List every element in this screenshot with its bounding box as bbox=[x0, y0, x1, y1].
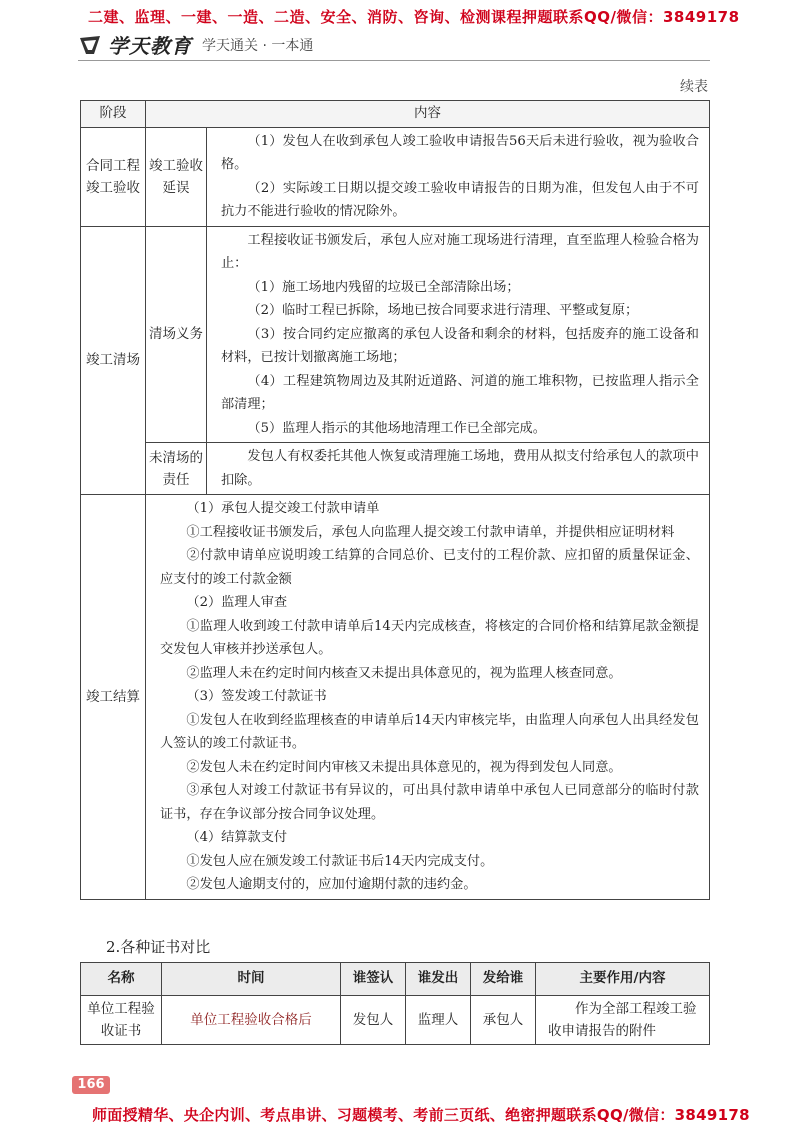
content-line: ②监理人未在约定时间内核查又未提出具体意见的，视为监理人核查同意。 bbox=[186, 665, 622, 681]
content-line: （3）按合同约定应撤离的承包人设备和剩余的材料，包括废弃的施工设备和材料，已按计划撤离施工场地； bbox=[221, 326, 699, 365]
header-divider bbox=[78, 60, 710, 61]
content-cell bbox=[207, 226, 710, 443]
content-line: （1）发包人在收到承包人竣工验收申请报告56天后未进行验收，视为验收合格。 bbox=[221, 133, 699, 172]
table-header-row bbox=[81, 101, 710, 128]
content-line: （5）监理人指示的其他场地清理工作已全部完成。 bbox=[247, 420, 546, 436]
content-line: ②发包人逾期支付的，应加付逾期付款的违约金。 bbox=[186, 877, 477, 892]
top-promo-banner: 二建、监理、一建、一造、二造、安全、消防、咨询、检测课程押题联系QQ/微信：3849178 bbox=[88, 8, 740, 26]
header-cell: 谁发出 bbox=[406, 963, 471, 996]
cell-time: 单位工程验收合格后 bbox=[162, 996, 341, 1045]
certificate-comparison-table bbox=[80, 962, 710, 1045]
content-line: ②付款申请单应说明竣工结算的合同总价、已支付的工程价款、应扣留的质量保证金、应支付的竣工付款金额 bbox=[160, 548, 699, 587]
content-line: （2）临时工程已拆除，场地已按合同要求进行清理、平整或复原； bbox=[247, 303, 639, 318]
content-heading: （2）监理人审查 bbox=[186, 595, 288, 610]
cell-signer: 发包人 bbox=[341, 996, 406, 1045]
table-row bbox=[81, 495, 710, 900]
brand-name: 学天教育 bbox=[108, 34, 192, 58]
table-row bbox=[81, 443, 710, 495]
table-row bbox=[81, 226, 710, 443]
cell-purpose: 作为全部工程竣工验收申请报告的附件 bbox=[536, 996, 710, 1045]
table-header-row bbox=[81, 963, 710, 996]
brand-slogan: 学天通关 · 一本通 bbox=[202, 37, 314, 54]
content-heading: （4）结算款支付 bbox=[186, 830, 288, 845]
content-heading: （3）签发竣工付款证书 bbox=[186, 689, 327, 704]
content-line: ①发包人应在颁发竣工付款证书后14天内完成支付。 bbox=[186, 853, 494, 869]
sub-cell: 未清场的责任 bbox=[146, 443, 207, 495]
header-cell: 名称 bbox=[81, 963, 162, 996]
brand-logo-icon bbox=[78, 34, 102, 56]
section-title: 2.各种证书对比 bbox=[106, 938, 211, 956]
header-cell: 发给谁 bbox=[471, 963, 536, 996]
stage-cell: 竣工清场 bbox=[81, 226, 146, 495]
content-line: （4）工程建筑物周边及其附近道路、河道的施工堆积物，已按监理人指示全部清理； bbox=[221, 373, 699, 412]
cell-recipient: 承包人 bbox=[471, 996, 536, 1045]
cell-name: 单位工程验收证书 bbox=[81, 996, 162, 1045]
content-line: 发包人有权委托其他人恢复或清理施工场地，费用从拟支付给承包人的款项中扣除。 bbox=[221, 449, 699, 488]
content-line: ①发包人在收到经监理核查的申请单后14天内审核完毕，由监理人向承包人出具经发包人签认的竣工付款证书。 bbox=[160, 712, 699, 751]
header-content: 内容 bbox=[146, 101, 710, 128]
continued-label: 续表 bbox=[680, 79, 708, 95]
header-cell: 谁签认 bbox=[341, 963, 406, 996]
table-row bbox=[81, 127, 710, 226]
table-row bbox=[81, 996, 710, 1045]
content-line: 工程接收证书颁发后，承包人应对施工现场进行清理，直至监理人检验合格为止： bbox=[221, 232, 699, 271]
stage-cell: 合同工程竣工验收 bbox=[81, 127, 146, 226]
brand-header bbox=[78, 30, 313, 59]
header-cell: 时间 bbox=[162, 963, 341, 996]
bottom-promo-banner: 师面授精华、央企内训、考点串讲、习题模考、考前三页纸、绝密押题联系QQ/微信：3849178 bbox=[92, 1106, 750, 1124]
cell-issuer: 监理人 bbox=[406, 996, 471, 1045]
content-line: ③承包人对竣工付款证书有异议的，可出具付款申请单中承包人已同意部分的临时付款证书，存在争议部分按合同争议处理。 bbox=[160, 783, 699, 822]
content-line: （1）施工场地内残留的垃圾已全部清除出场； bbox=[247, 279, 520, 295]
sub-cell: 竣工验收延误 bbox=[146, 127, 207, 226]
stage-cell: 竣工结算 bbox=[81, 495, 146, 900]
header-stage: 阶段 bbox=[81, 101, 146, 128]
content-line: ②发包人未在约定时间内审核又未提出具体意见的，视为得到发包人同意。 bbox=[186, 759, 622, 775]
content-cell bbox=[207, 127, 710, 226]
completion-table bbox=[80, 100, 710, 900]
header-cell: 主要作用/内容 bbox=[536, 963, 710, 996]
content-line: ①监理人收到竣工付款申请单后14天内完成核查，将核定的合同价格和结算尾款金额提交发包人审核并抄送承包人。 bbox=[160, 618, 699, 657]
content-line: （2）实际竣工日期以提交竣工验收申请报告的日期为准，但发包人由于不可抗力不能进行验收的情况除外。 bbox=[221, 180, 699, 219]
content-cell bbox=[146, 495, 710, 900]
content-cell bbox=[207, 443, 710, 495]
sub-cell: 清场义务 bbox=[146, 226, 207, 443]
content-line: ①工程接收证书颁发后，承包人向监理人提交竣工付款申请单，并提供相应证明材料 bbox=[186, 524, 675, 540]
content-heading: （1）承包人提交竣工付款申请单 bbox=[186, 501, 380, 516]
page-number-badge: 166 bbox=[72, 1076, 110, 1094]
